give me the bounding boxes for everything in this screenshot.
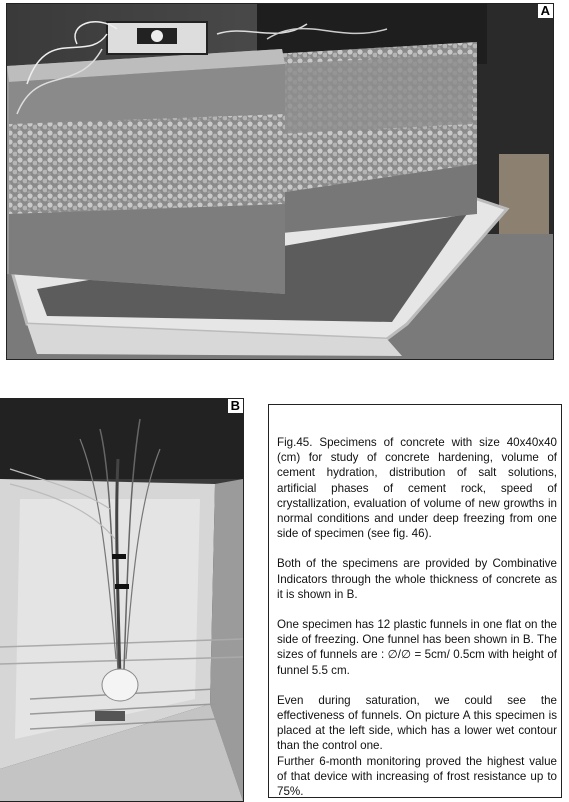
photo-b-image [0, 399, 243, 801]
caption-paragraph-1: Fig.45. Specimens of concrete with size 40x40x40 (cm) for study of concrete hardening, volume of cement hydration, distribution of salt solutions, artificial phases of cement rock, speed of crystallization, evaluation of volume of new growths in normal conditions and under deep freezing from one side of specimen (see fig. 46). [277, 436, 557, 541]
caption-paragraph-5: Further 6-month monitoring proved the highest value of that device with increasing of frost resistance up to 75%. [277, 754, 557, 799]
photo-a-label: A [538, 4, 553, 18]
photo-a-image [7, 4, 553, 359]
photo-concrete-specimens [6, 3, 554, 360]
caption-paragraph-3: One specimen has 12 plastic funnels in one flat on the side of freezing. One funnel has been shown in B. The sizes of funnels are : ∅/∅ = 5cm/ 0.5cm with height of funnel 5.5 cm. [277, 618, 557, 677]
caption-paragraph-4: Even during saturation, we could see the effectiveness of funnels. On picture A this specimen is placed at the left side, which has a lower wet contour than the control one. [277, 693, 557, 753]
caption-paragraph-2: Both of the specimens are provided by Combinative Indicators through the whole thickness of concrete as it is shown in B. [277, 557, 557, 601]
figure-caption [268, 404, 562, 798]
photo-b-label: B [228, 399, 243, 413]
photo-indicator-setup [0, 398, 244, 802]
